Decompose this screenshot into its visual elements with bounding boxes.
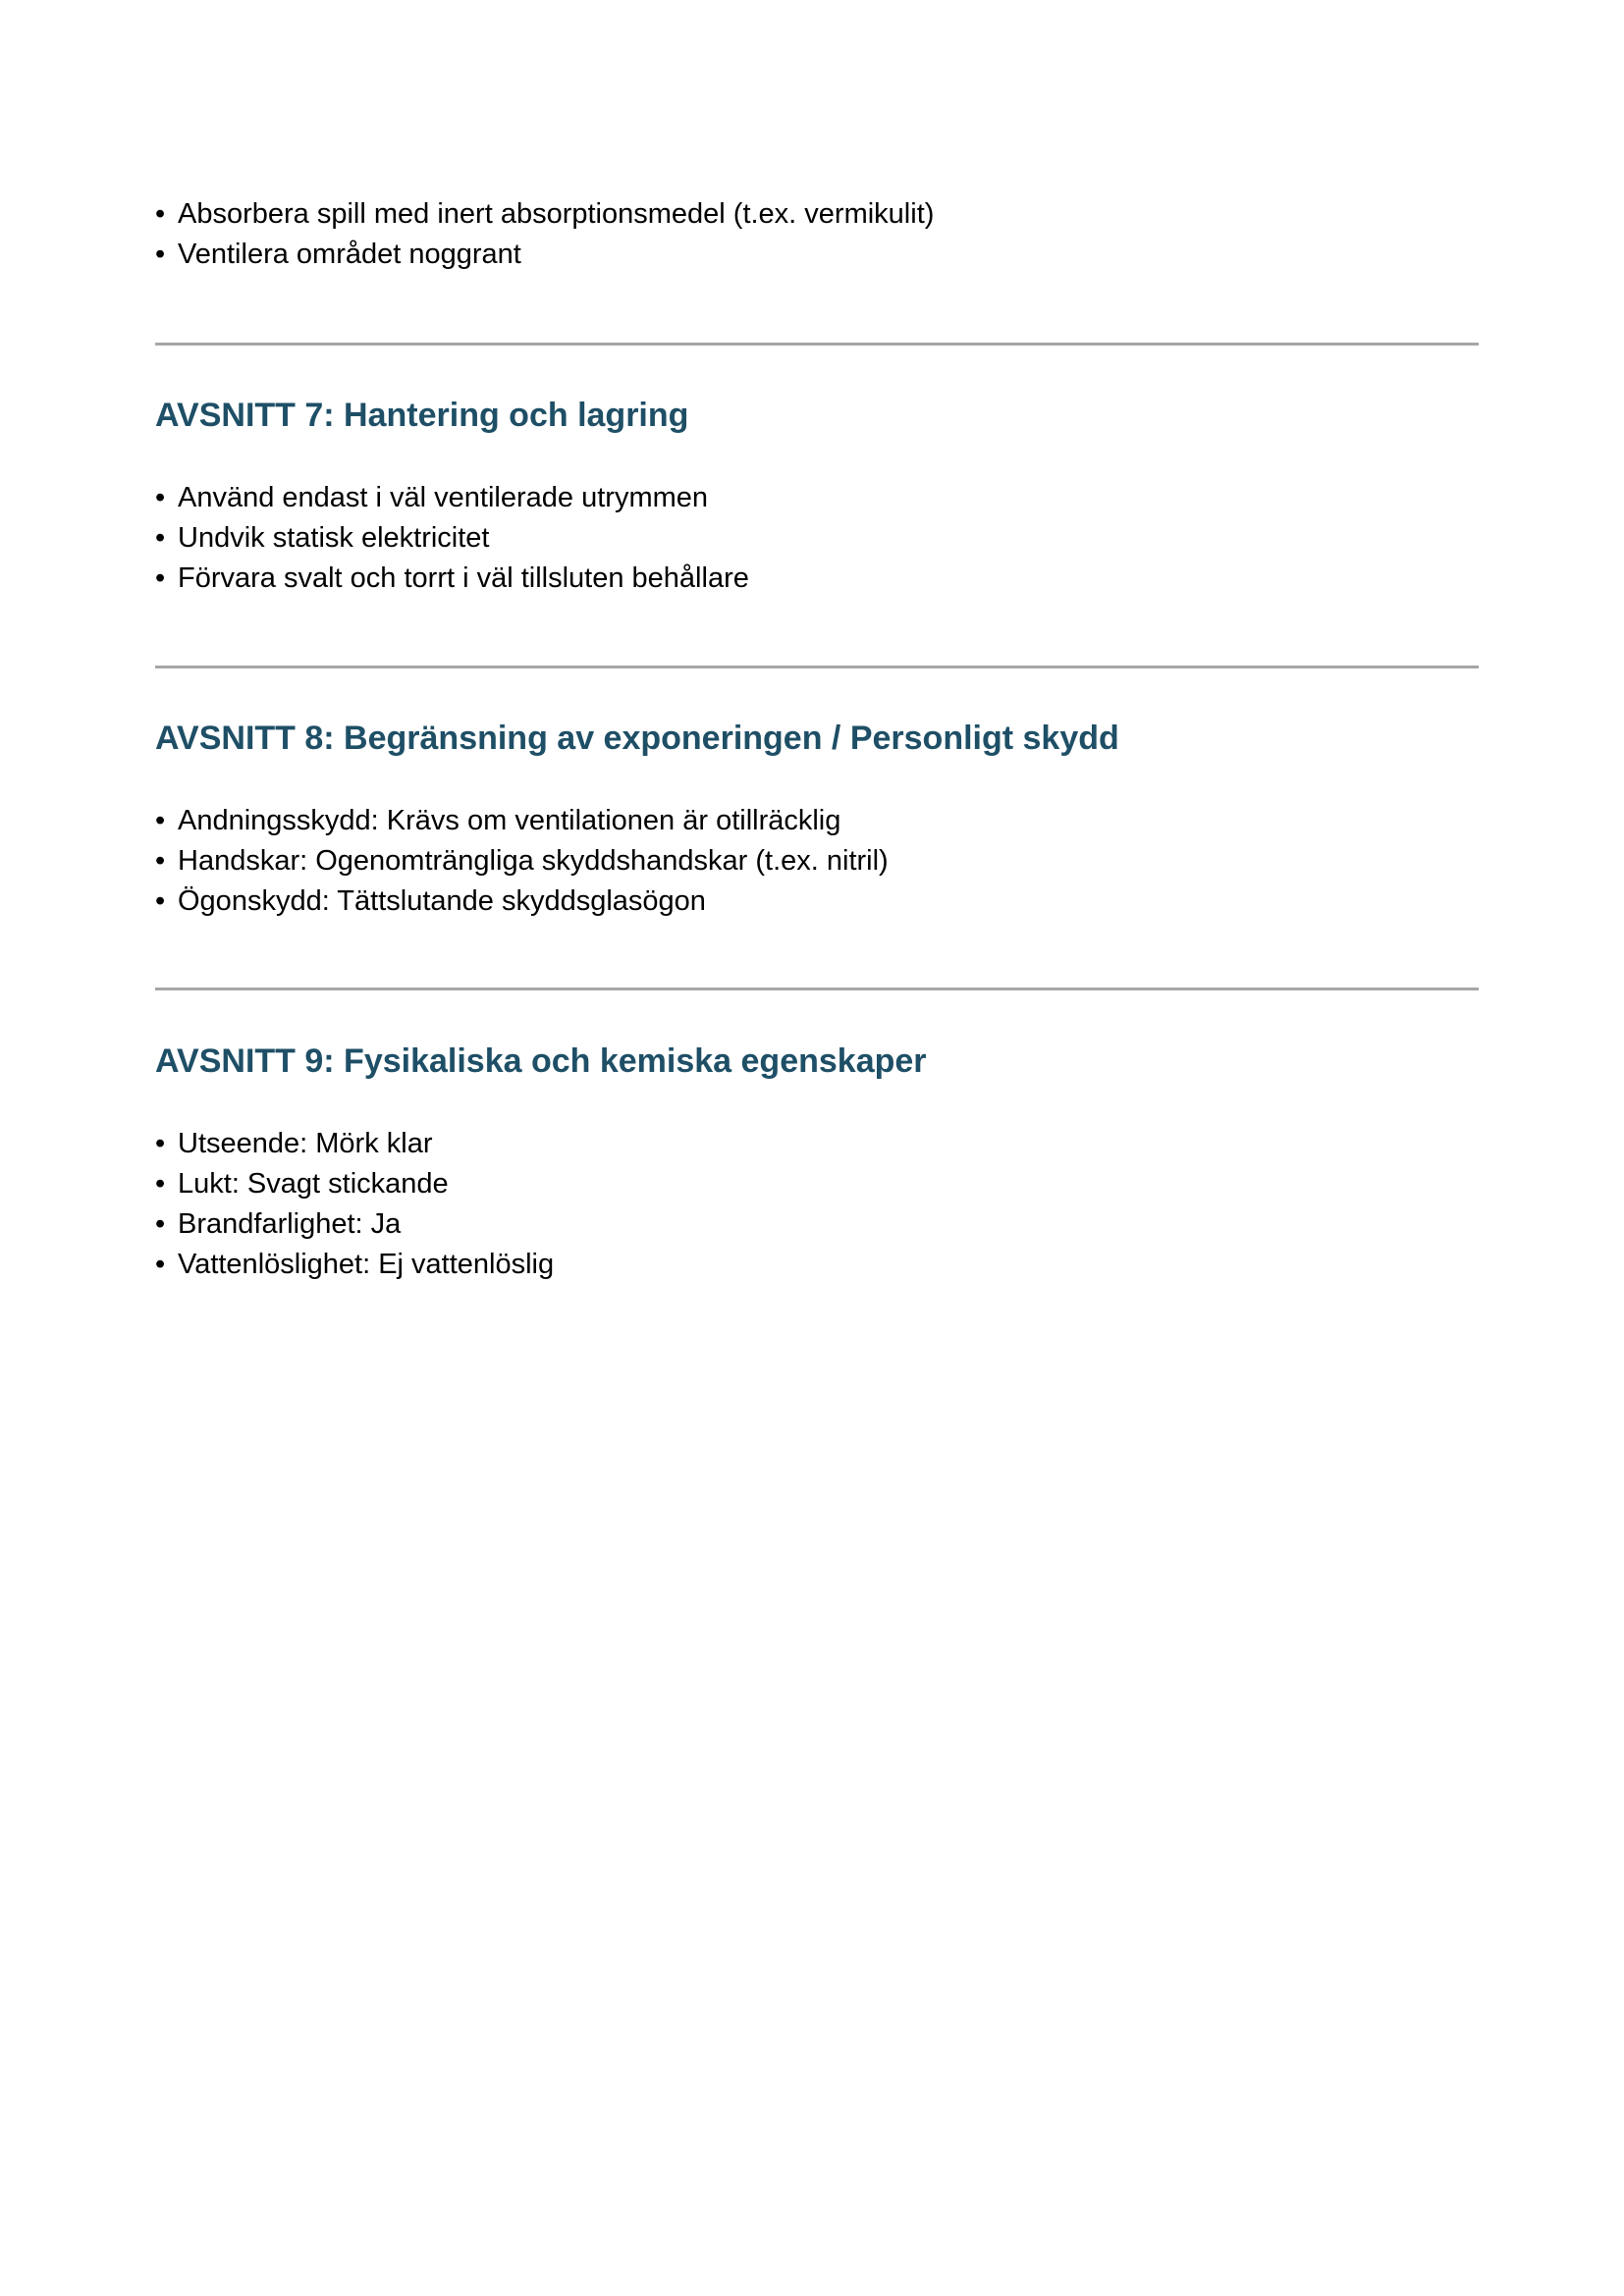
intro-list-block (155, 194, 1479, 275)
divider-line (155, 343, 1479, 346)
section-8 (155, 717, 1479, 760)
section-9 (155, 1040, 1479, 1083)
section-7-title: AVSNITT 7: Hantering och lagring (155, 397, 689, 434)
section-9-title: AVSNITT 9: Fysikaliska och kemiska egenskaper (155, 1042, 927, 1080)
list-item: • Förvara svalt och torrt i väl tillsluten behållare (155, 562, 749, 594)
list-item: • Ventilera området noggrant (155, 239, 521, 270)
divider-line (155, 988, 1479, 990)
list-item: • Utseende: Mörk klar (155, 1128, 433, 1159)
intro-bullet-list (155, 194, 1479, 275)
section-7-list-block (155, 478, 1479, 599)
list-item: • Andningsskydd: Krävs om ventilationen är otillräcklig (155, 805, 841, 836)
section-7 (155, 394, 1479, 437)
section-8-list-block (155, 801, 1479, 922)
list-item: • Absorbera spill med inert absorptionsmedel (t.ex. vermikulit) (155, 198, 935, 230)
section-7-bullet-list (155, 478, 1479, 599)
section-8-title: AVSNITT 8: Begränsning av exponeringen / Personligt skydd (155, 720, 1119, 757)
section-divider (155, 343, 1479, 346)
list-item: • Ögonskydd: Tättslutande skyddsglasögon (155, 885, 706, 917)
section-8-bullet-list (155, 801, 1479, 922)
list-item: • Handskar: Ogenomträngliga skyddshandskar (t.ex. nitril) (155, 845, 889, 877)
list-item: • Lukt: Svagt stickande (155, 1168, 449, 1200)
section-divider (155, 666, 1479, 668)
list-item: • Undvik statisk elektricitet (155, 522, 490, 554)
section-9-list-block (155, 1124, 1479, 1285)
list-item: • Brandfarlighet: Ja (155, 1208, 402, 1240)
section-9-bullet-list (155, 1124, 1479, 1285)
divider-line (155, 666, 1479, 668)
section-divider (155, 988, 1479, 990)
list-item: • Använd endast i väl ventilerade utrymmen (155, 482, 709, 513)
list-item: • Vattenlöslighet: Ej vattenlöslig (155, 1249, 555, 1280)
